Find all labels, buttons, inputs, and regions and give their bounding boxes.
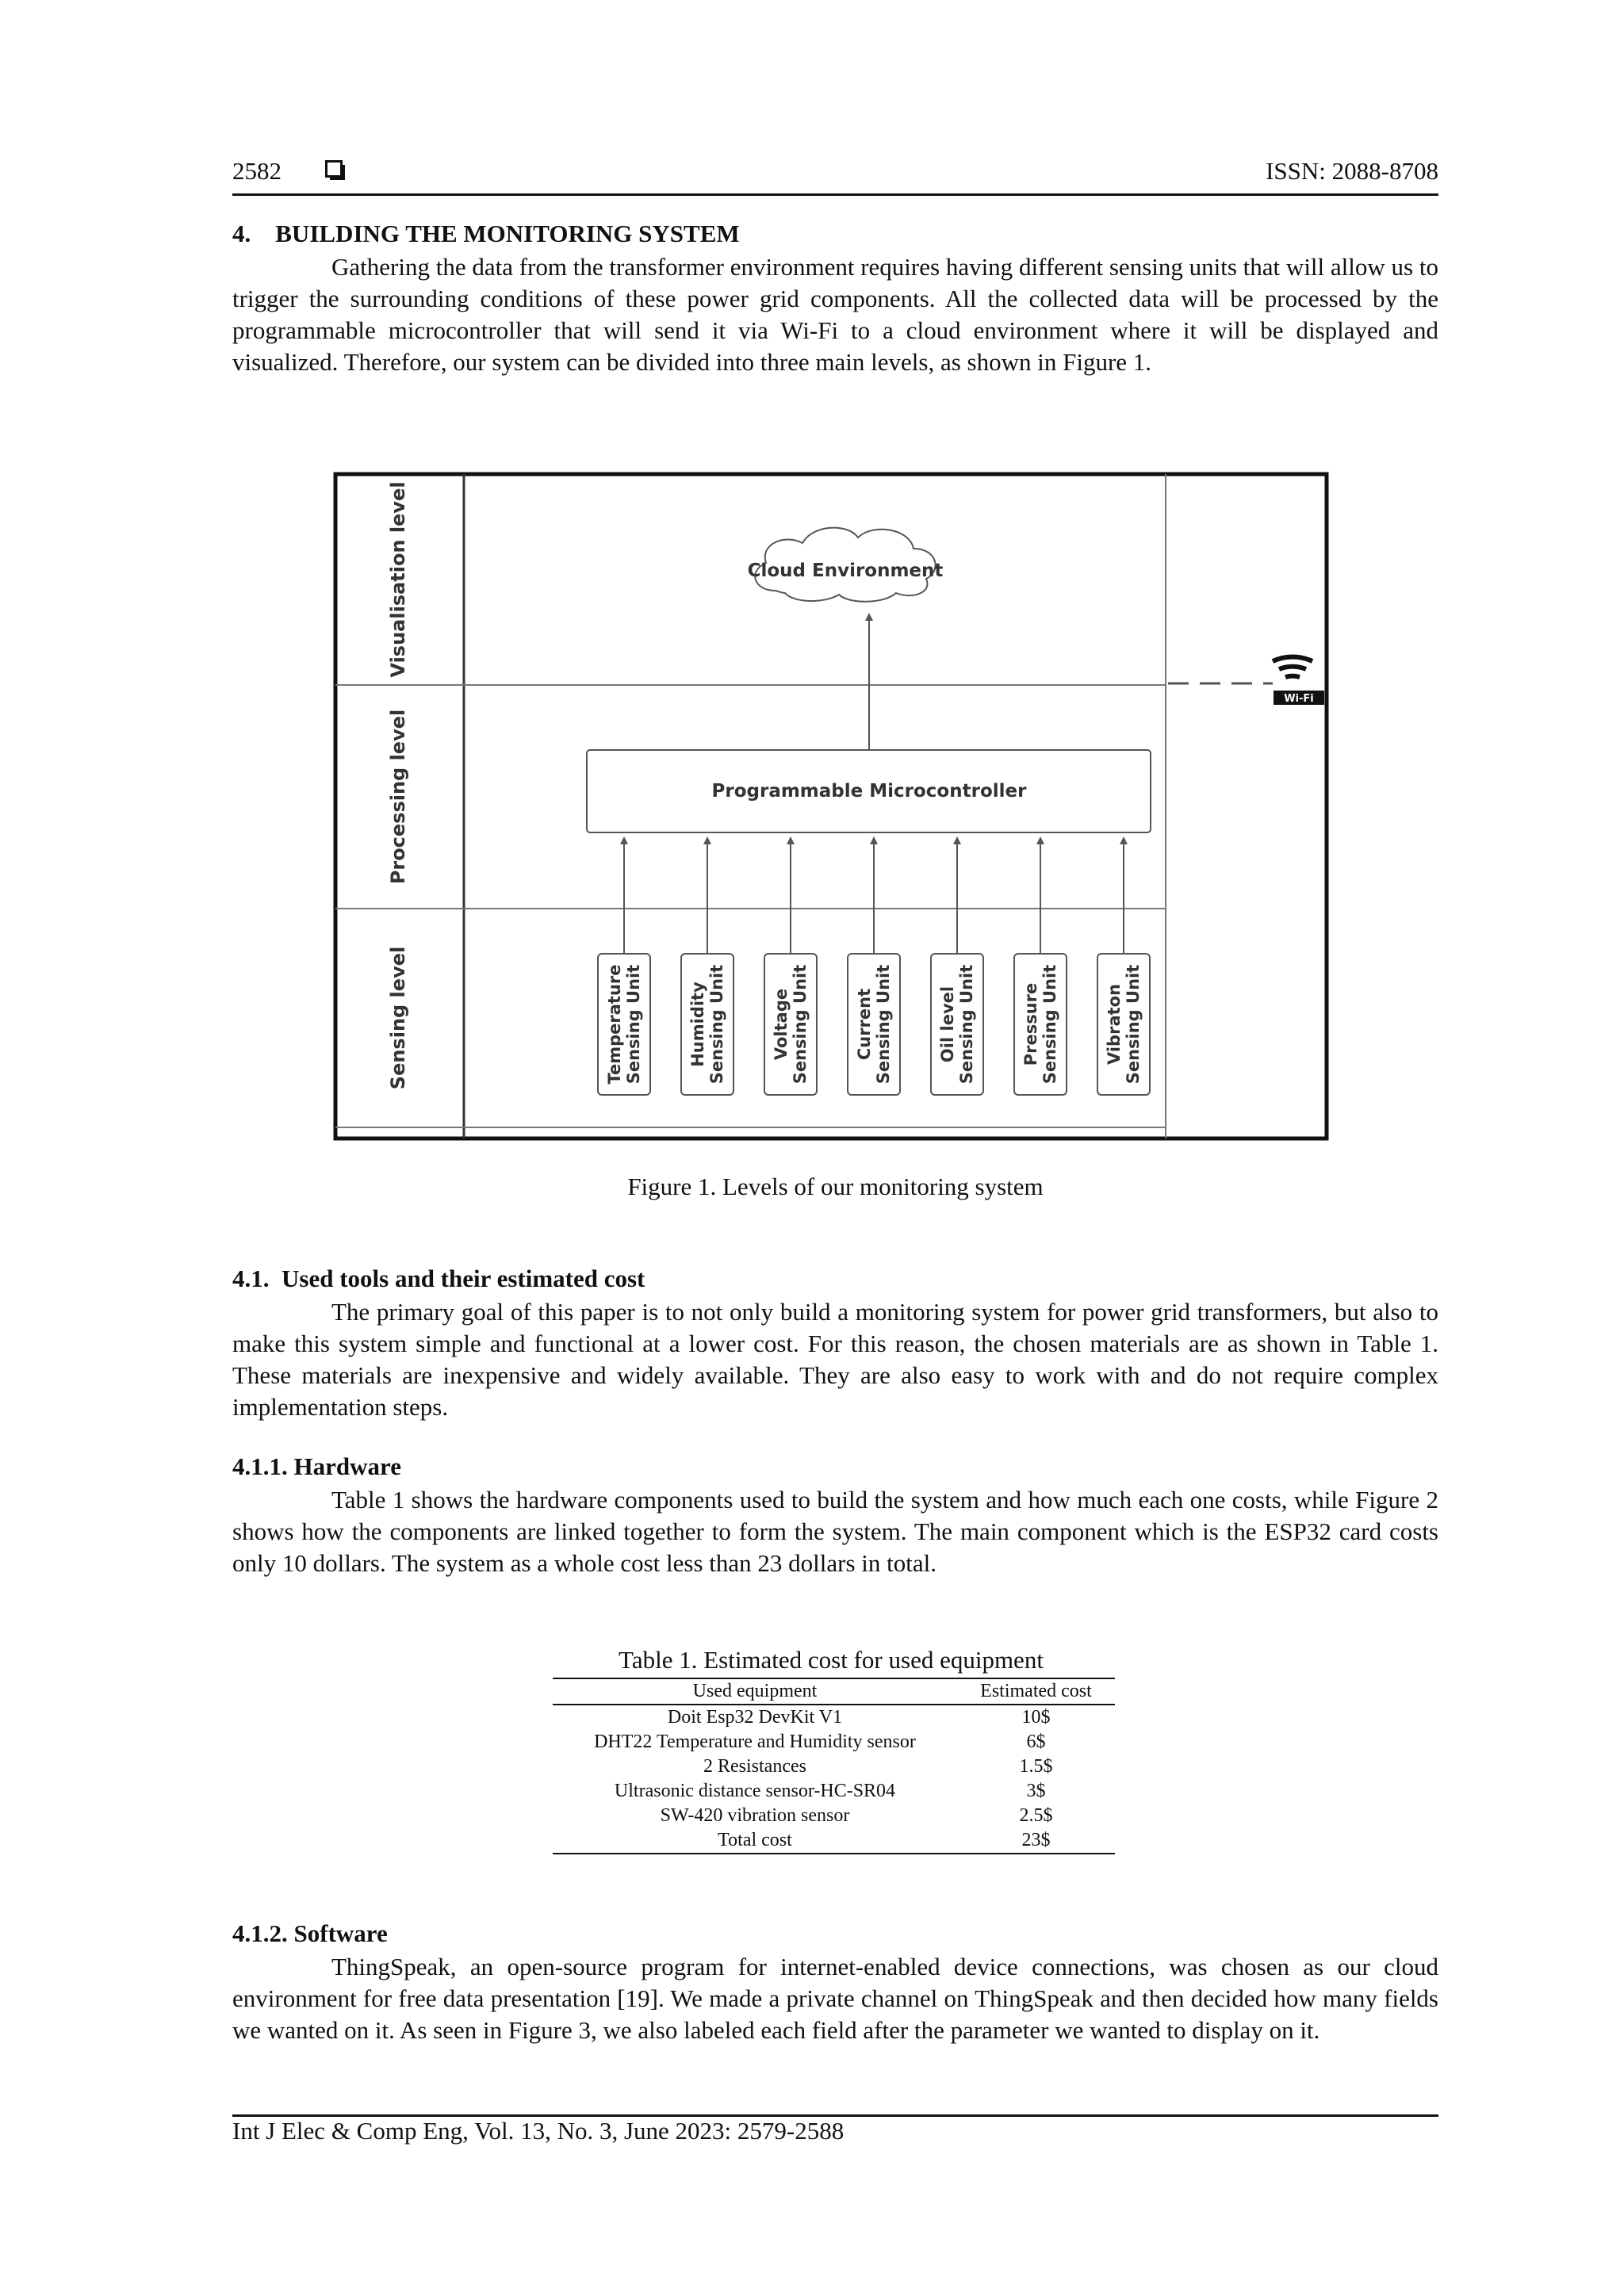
level-label-processing: Processing level bbox=[387, 709, 409, 885]
figure-1-caption: Figure 1. Levels of our monitoring system bbox=[627, 1173, 1044, 1200]
footer-citation: Int J Elec & Comp Eng, Vol. 13, No. 3, June 2023: 2579-2588 bbox=[232, 2117, 845, 2145]
section-4-1-2-heading: 4.1.2. Software bbox=[232, 1919, 388, 1947]
table-row-total bbox=[553, 1828, 1115, 1854]
figure-1-diagram bbox=[325, 466, 1337, 1148]
table-cell-cost: 2.5$ bbox=[1019, 1805, 1053, 1826]
section-4-1-2-paragraph: ThingSpeak, an open-source program for internet-enabled device connections, was chosen as our cloud environment for free data presentation [19]. We made a private channel on ThingSpeak and then decided how many fields we wanted on it. As seen in Figure 3, we also labeled each field after the parameter we wanted to display on it. bbox=[232, 1953, 1438, 2044]
issn: ISSN: 2088-8708 bbox=[1266, 157, 1438, 185]
table-row bbox=[553, 1779, 1115, 1804]
section-4-paragraph: Gathering the data from the transformer environment requires having different sensing units that will allow us to trigger the surrounding conditions of these power grid components. All the collected data will be processed by the programmable microcontroller that will send it via Wi-Fi to a cloud environment where it will be displayed and visualized. Therefore, our system can be divided into three main levels, as shown in Figure 1. bbox=[232, 253, 1438, 376]
section-4-1-paragraph: The primary goal of this paper is to not only build a monitoring system for power grid transformers, but also to make this system simple and functional at a lower cost. For this reason, the chosen materials are as shown in Table 1. These materials are inexpensive and widely available. They are also easy to work with and do not require complex implementation steps. bbox=[232, 1298, 1438, 1421]
microcontroller-label: Programmable Microcontroller bbox=[711, 781, 1027, 802]
table-cell-cost: 3$ bbox=[1026, 1781, 1046, 1801]
table-cell-cost: 10$ bbox=[1021, 1707, 1051, 1728]
table-cell-equipment: Ultrasonic distance sensor-HC-SR04 bbox=[614, 1781, 896, 1801]
sensor-voltage-line1: Voltage bbox=[772, 988, 791, 1061]
table-cell-cost: 6$ bbox=[1026, 1732, 1046, 1752]
table-1-caption: Table 1. Estimated cost for used equipment bbox=[619, 1646, 1044, 1674]
level-label-visualisation: Visualisation level bbox=[387, 481, 409, 678]
section-4-1-1-paragraph: Table 1 shows the hardware components used to build the system and how much each one costs, while Figure 2 shows how the components are linked together to form the system. The main component which is the ESP32 card costs only 10 dollars. The system as a whole cost less than 23 dollars in total. bbox=[232, 1486, 1438, 1577]
table-row bbox=[553, 1755, 1115, 1779]
table-cell-equipment: Total cost bbox=[553, 1828, 957, 1854]
section-4-1-heading: 4.1. Used tools and their estimated cost bbox=[232, 1265, 645, 1292]
table-cell-equipment: SW-420 vibration sensor bbox=[660, 1805, 850, 1826]
sensor-pressure-line2: Sensing Unit bbox=[1040, 964, 1059, 1085]
wifi-label: Wi-Fi bbox=[1284, 693, 1314, 705]
sensor-vibration-line1: Vibraton bbox=[1105, 983, 1124, 1066]
table-row bbox=[553, 1804, 1115, 1828]
table-cell-cost: 23$ bbox=[957, 1828, 1115, 1854]
table-cell-equipment: DHT22 Temperature and Humidity sensor bbox=[594, 1732, 916, 1752]
cloud-label: Cloud Environment bbox=[747, 561, 944, 581]
table-cell-cost: 1.5$ bbox=[1019, 1756, 1053, 1777]
sensor-oil-level-line1: Oil level bbox=[938, 985, 957, 1063]
sensor-temperature-line2: Sensing Unit bbox=[624, 964, 643, 1085]
table-header-equipment: Used equipment bbox=[553, 1678, 957, 1705]
sensor-oil-level-line2: Sensing Unit bbox=[957, 964, 976, 1085]
sensor-temperature-line1: Temperature bbox=[605, 964, 624, 1085]
section-4-heading: 4. BUILDING THE MONITORING SYSTEM bbox=[232, 220, 740, 247]
page-number: 2582 bbox=[232, 157, 282, 185]
level-label-sensing: Sensing level bbox=[387, 946, 409, 1090]
section-4-1-1-heading: 4.1.1. Hardware bbox=[232, 1452, 401, 1480]
sensor-current-line1: Current bbox=[855, 988, 874, 1061]
table-cell-equipment: 2 Resistances bbox=[703, 1756, 806, 1777]
sensor-pressure-line1: Pressure bbox=[1021, 982, 1040, 1066]
sensor-current-line2: Sensing Unit bbox=[874, 964, 893, 1085]
table-cell-equipment: Doit Esp32 DevKit V1 bbox=[667, 1707, 843, 1728]
sensor-humidity-line2: Sensing Unit bbox=[707, 964, 726, 1085]
table-row bbox=[553, 1730, 1115, 1755]
header-square-icon bbox=[325, 160, 343, 178]
sensor-voltage-line2: Sensing Unit bbox=[791, 964, 810, 1085]
table-row bbox=[553, 1705, 1115, 1730]
sensor-vibration-line2: Sensing Unit bbox=[1124, 964, 1143, 1085]
header-rule bbox=[232, 193, 1438, 196]
sensor-humidity-line1: Humidity bbox=[688, 982, 707, 1067]
table-header-cost: Estimated cost bbox=[957, 1678, 1115, 1705]
table-1 bbox=[553, 1678, 1115, 1854]
